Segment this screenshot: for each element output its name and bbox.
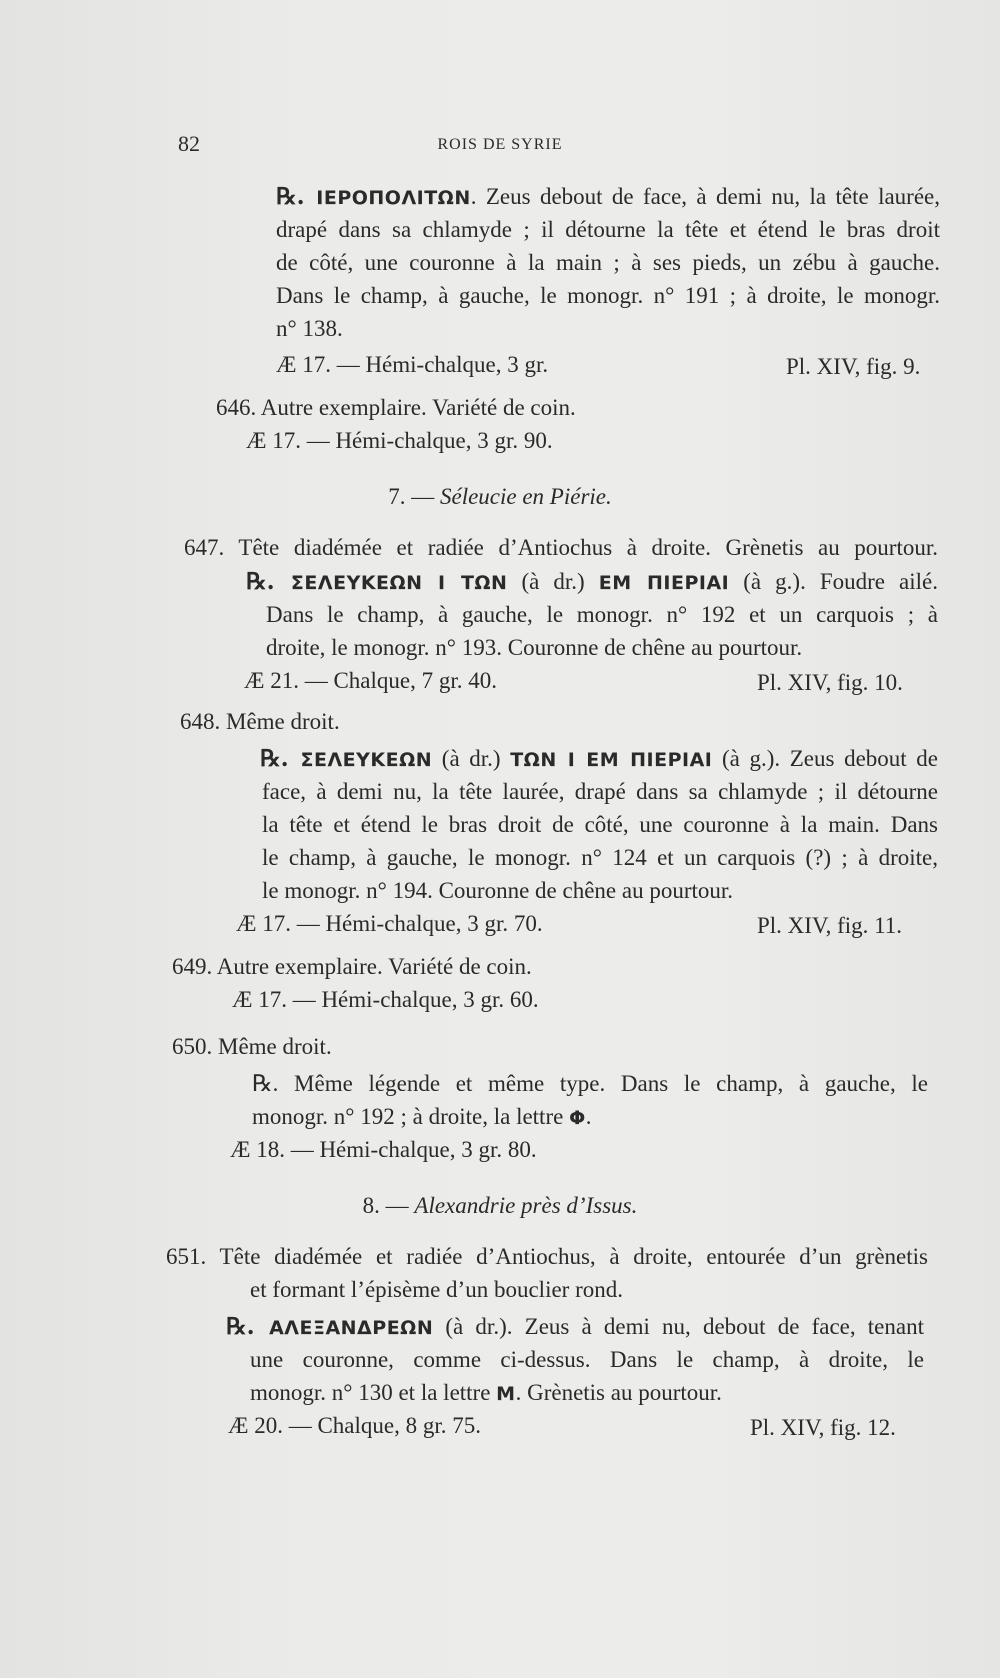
greek-legend: ΙΕΡΟΠΟΛΙΤΩΝ xyxy=(316,187,471,209)
plate-reference: Pl. XIV, fig. 12. xyxy=(750,1415,896,1440)
greek-legend: ΣΕΛΕΥΚΕΩΝ Ι ΤΩΝ xyxy=(290,572,508,594)
text-line: le champ, à gauche, le monogr. n° 124 et un carquois (?) ; à droite, xyxy=(262,845,938,870)
text-line: ℞. Même légende et même type. Dans le champ, à gauche, le xyxy=(252,1071,928,1096)
text-line: n° 138. xyxy=(276,316,343,341)
catalog-entry-647: 647. Tête diadémée et radiée d’Antiochus à droite. Grènetis au pourtour. xyxy=(184,535,938,560)
coin-metrics: Æ 20. — Chalque, 8 gr. 75. xyxy=(228,1413,481,1438)
plate-reference: Pl. XIV, fig. 10. xyxy=(757,670,903,695)
text-line: monogr. n° 130 et la lettre Μ. Grènetis au pourtour. xyxy=(250,1380,722,1405)
text-line: droite, le monogr. n° 193. Couronne de chêne au pourtour. xyxy=(266,635,803,660)
greek-legend: ΑΛΕΞΑΝΔΡΕΩΝ xyxy=(269,1317,434,1339)
catalog-entry-651: 651. Tête diadémée et radiée d’Antiochus, à droite, entourée d’un grènetis xyxy=(166,1244,928,1269)
text-line: de côté, une couronne à la main ; à ses pieds, un zébu à gauche. xyxy=(276,250,940,275)
coin-metrics: Æ 17. — Hémi-chalque, 3 gr. 90. xyxy=(246,428,553,453)
catalog-entry-646: 646. Autre exemplaire. Variété de coin. xyxy=(216,395,576,420)
coin-metrics: Æ 21. — Chalque, 7 gr. 40. xyxy=(244,668,497,693)
plate-reference: Pl. XIV, fig. 9. xyxy=(786,354,921,379)
text-line: ℞. ΑΛΕΞΑΝΔΡΕΩΝ (à dr.). Zeus à demi nu, debout de face, tenant xyxy=(226,1313,924,1340)
greek-letter: Μ xyxy=(496,1383,516,1405)
greek-legend: ΣΕΛΕΥΚΕΩΝ xyxy=(300,749,433,771)
coin-metrics: Æ 18. — Hémi-chalque, 3 gr. 80. xyxy=(230,1137,537,1162)
text-line: ℞. ΙΕΡΟΠΟΛΙΤΩΝ. Zeus debout de face, à demi nu, la tête laurée, xyxy=(276,183,940,210)
text-line: ℞. ΣΕΛΕΥΚΕΩΝ (à dr.) ΤΩΝ Ι ΕΜ ΠΙΕΡΙΑΙ (à g.). Zeus debout de xyxy=(260,745,939,772)
text-line: et formant l’épisème d’un bouclier rond. xyxy=(250,1277,623,1302)
text-line: la tête et étend le bras droit de côté, une couronne à la main. Dans xyxy=(262,812,938,837)
text-line: drapé dans sa chlamyde ; il détourne la tête et étend le bras droit xyxy=(276,217,940,242)
catalog-entry-648: 648. Même droit. xyxy=(180,709,340,734)
catalog-entry-650: 650. Même droit. xyxy=(172,1034,332,1059)
running-title: ROIS DE SYRIE xyxy=(437,136,563,153)
text-line: ℞. ΣΕΛΕΥΚΕΩΝ Ι ΤΩΝ (à dr.) ΕΜ ΠΙΕΡΙΑΙ (à g.). Foudre ailé. xyxy=(246,568,938,595)
plate-reference: Pl. XIV, fig. 11. xyxy=(757,913,903,938)
greek-letter: Φ xyxy=(569,1107,586,1129)
text-line: une couronne, comme ci-dessus. Dans le champ, à droite, le xyxy=(250,1347,924,1372)
text-line: monogr. n° 192 ; à droite, la lettre Φ. xyxy=(252,1104,592,1129)
coin-metrics: Æ 17. — Hémi-chalque, 3 gr. 60. xyxy=(232,987,539,1012)
page-number: 82 xyxy=(178,131,200,156)
text-line: Dans le champ, à gauche, le monogr. n° 191 ; à droite, le monogr. xyxy=(276,283,940,308)
greek-legend: ΤΩΝ Ι ΕΜ ΠΙΕΡΙΑΙ xyxy=(510,749,713,771)
text-line: le monogr. n° 194. Couronne de chêne au pourtour. xyxy=(262,878,734,903)
coin-metrics: Æ 17. — Hémi-chalque, 3 gr. xyxy=(276,352,549,377)
coin-metrics: Æ 17. — Hémi-chalque, 3 gr. 70. xyxy=(236,911,543,936)
section-heading-8: 8. — Alexandrie près d’Issus. xyxy=(362,1193,638,1218)
section-heading-7: 7. — Séleucie en Piérie. xyxy=(388,484,612,509)
text-line: face, à demi nu, la tête laurée, drapé dans sa chlamyde ; il détourne xyxy=(262,779,938,804)
greek-legend: ΕΜ ΠΙΕΡΙΑΙ xyxy=(598,572,730,594)
text-line: Dans le champ, à gauche, le monogr. n° 192 et un carquois ; à xyxy=(266,602,938,627)
catalog-entry-649: 649. Autre exemplaire. Variété de coin. xyxy=(172,954,532,979)
